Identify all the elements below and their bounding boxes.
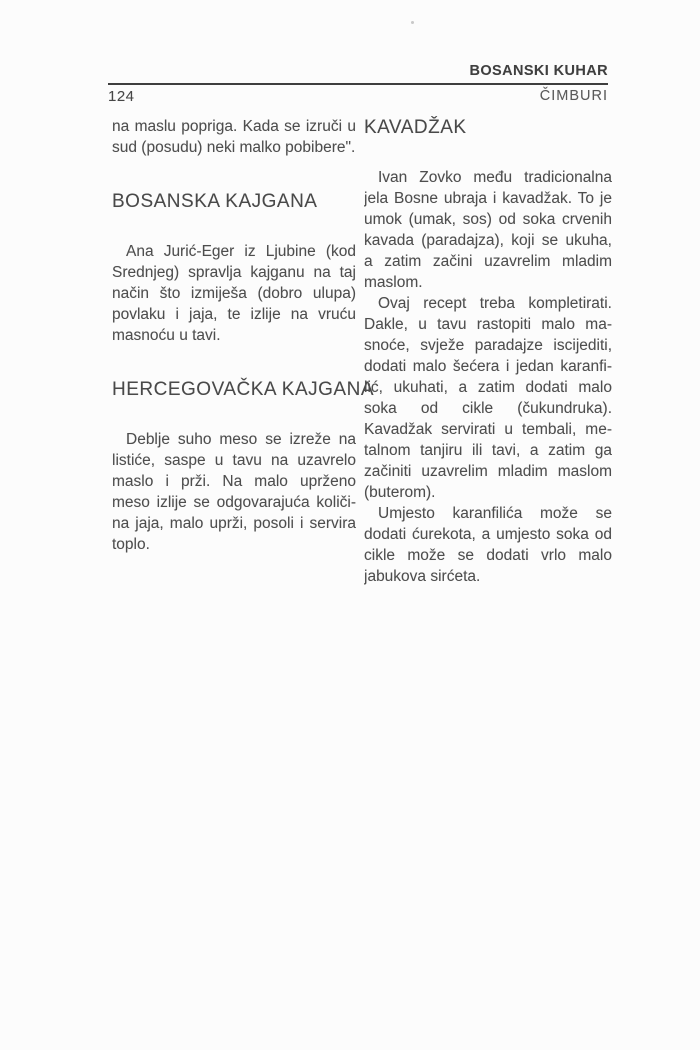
text-line: soka od cikle (čukundruka). — [364, 400, 612, 417]
text-column-right — [364, 116, 612, 587]
text-line: meso izlije se odgovarajuća količi- — [112, 494, 356, 511]
text-line: listiće, saspe u tavu na uzavrelo — [112, 452, 356, 469]
section-heading: HERCEGOVAČKA KAJGANA — [112, 379, 374, 400]
text-line: na jaja, malo uprži, posoli i servira — [112, 515, 356, 532]
text-line: Kavadžak servirati u tembali, me- — [364, 421, 612, 438]
text-line: Dakle, u tavu rastopiti malo ma- — [364, 316, 612, 333]
text-line: dodati ćurekota, a umjesto soka od — [364, 526, 612, 543]
section-heading: BOSANSKA KAJGANA — [112, 191, 318, 212]
text-line: Umjesto karanfilića može se — [378, 505, 612, 522]
paragraph — [112, 429, 356, 555]
text-line: povlaku i jaja, te izlije na vruću — [112, 306, 356, 323]
text-line: Ana Jurić-Eger iz Ljubine (kod — [126, 243, 356, 260]
text-line: (buterom). — [364, 484, 436, 501]
text-line: jela Bosne ubraja i kavadžak. To je — [364, 190, 612, 207]
paragraph — [112, 116, 356, 158]
text-line: začiniti uzavrelim mladim maslom — [364, 463, 612, 480]
text-line: lić, ukuhati, a zatim dodati malo — [364, 379, 612, 396]
page-header — [108, 63, 608, 105]
text-line: Ovaj recept treba kompletirati. — [378, 295, 612, 312]
text-line: a zatim začini uzavrelim mladim — [364, 253, 612, 270]
text-line: na maslu popriga. Kada se izruči u — [112, 118, 356, 135]
paragraph — [364, 167, 612, 293]
text-line: masnoću u tavi. — [112, 327, 221, 344]
paragraph — [364, 293, 612, 503]
paragraph — [112, 241, 356, 346]
text-line: toplo. — [112, 536, 150, 553]
text-line: maslom. — [364, 274, 423, 291]
section-heading: KAVADŽAK — [364, 117, 467, 138]
chapter-title: ČIMBURI — [539, 88, 608, 104]
text-line: cikle može se dodati vrlo malo — [364, 547, 612, 564]
header-subrow — [108, 88, 608, 105]
text-line: dodati malo šećera i jedan karanfi- — [364, 358, 612, 375]
text-line: jabukova sirćeta. — [364, 568, 481, 585]
book-title: BOSANSKI KUHAR — [108, 63, 608, 85]
paragraph — [364, 503, 612, 587]
text-column-left — [112, 116, 374, 555]
page-number: 124 — [108, 88, 135, 105]
text-line: snoće, svježe paradajze iscijediti, — [364, 337, 612, 354]
text-line: talnom tanjiru ili tavi, a zatim ga — [364, 442, 612, 459]
text-line: maslo i prži. Na malo uprženo — [112, 473, 356, 490]
text-line: Ivan Zovko među tradicionalna — [378, 169, 612, 186]
text-line: Deblje suho meso se izreže na — [126, 431, 356, 448]
text-line: umok (umak, sos) od soka crvenih — [364, 211, 612, 228]
scan-speckle — [411, 21, 414, 24]
text-line: kavada (paradajza), koji se ukuha, — [364, 232, 612, 249]
text-line: Srednjeg) spravlja kajganu na taj — [112, 264, 356, 281]
text-line: sud (posudu) neki malko pobibere". — [112, 139, 356, 156]
text-line: način što izmiješa (dobro ulupa) — [112, 285, 356, 302]
